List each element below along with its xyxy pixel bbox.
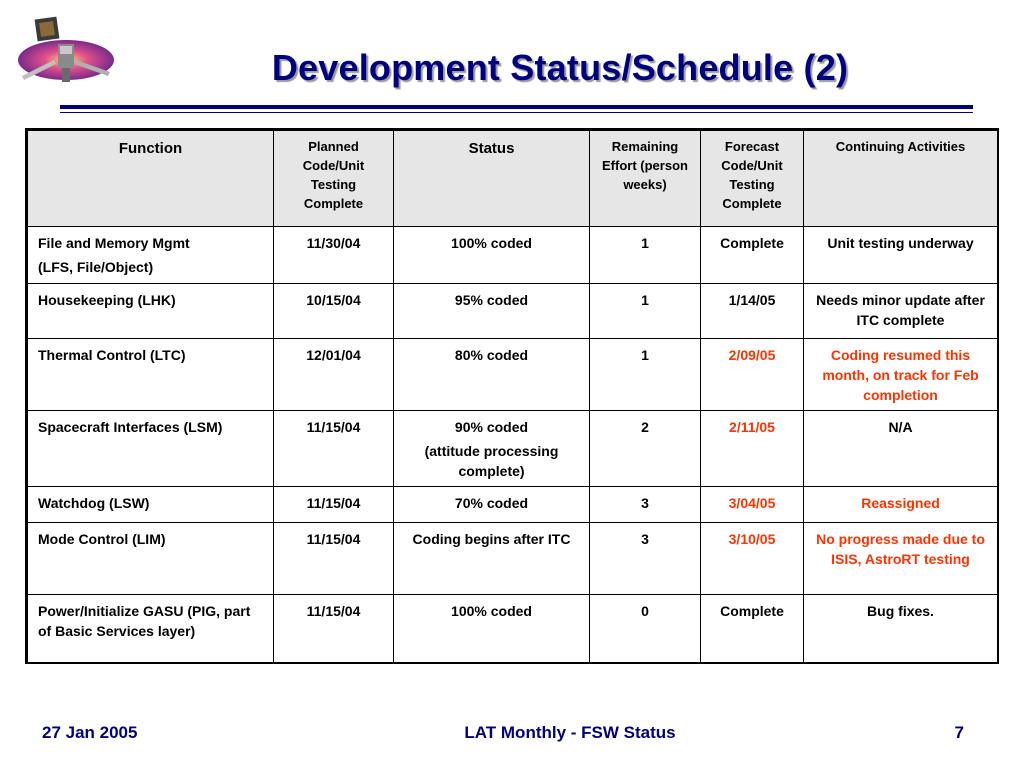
cell-continuing: Needs minor update after ITC complete	[804, 284, 998, 339]
cell-function: Power/Initialize GASU (PIG, part of Basic Services layer)	[28, 595, 274, 663]
cell-planned: 10/15/04	[274, 284, 394, 339]
cell-remaining: 1	[590, 227, 701, 284]
cell-planned: 11/15/04	[274, 595, 394, 663]
cell-forecast: 3/04/05	[701, 487, 804, 523]
cell-remaining: 0	[590, 595, 701, 663]
cell-remaining: 3	[590, 487, 701, 523]
header-status: Status	[394, 131, 590, 227]
cell-remaining: 1	[590, 339, 701, 411]
cell-continuing: No progress made due to ISIS, AstroRT testing	[804, 523, 998, 595]
table-row	[28, 411, 998, 487]
header-continuing: Continuing Activities	[804, 131, 998, 227]
title-rule-thick	[60, 105, 973, 109]
lat-satellite-logo-icon	[14, 14, 118, 88]
cell-planned: 11/15/04	[274, 523, 394, 595]
cell-function: Thermal Control (LTC)	[28, 339, 274, 411]
footer-date: 27 Jan 2005	[42, 723, 138, 742]
cell-continuing: Reassigned	[804, 487, 998, 523]
cell-forecast: 2/11/05	[701, 411, 804, 487]
schedule-table-frame	[25, 128, 999, 664]
cell-function	[28, 227, 274, 284]
cell-forecast: 2/09/05	[701, 339, 804, 411]
cell-remaining: 3	[590, 523, 701, 595]
table-header-row	[28, 131, 998, 227]
title-rule-thin	[60, 112, 973, 113]
cell-function-name: File and Memory Mgmt	[38, 235, 190, 251]
cell-function-sub: (LFS, File/Object)	[38, 259, 154, 275]
cell-status: 100% coded	[394, 227, 590, 284]
header-planned: Planned Code/Unit Testing Complete	[274, 131, 394, 227]
cell-forecast: Complete	[701, 227, 804, 284]
table-row	[28, 227, 998, 284]
cell-function: Spacecraft Interfaces (LSM)	[28, 411, 274, 487]
cell-continuing: Bug fixes.	[804, 595, 998, 663]
schedule-table	[27, 130, 998, 663]
table-row	[28, 339, 998, 411]
table-row	[28, 595, 998, 663]
cell-status: 100% coded	[394, 595, 590, 663]
table-row	[28, 284, 998, 339]
cell-status-main: 90% coded	[454, 419, 529, 435]
lat-logo	[14, 14, 118, 88]
table-row	[28, 523, 998, 595]
header-function: Function	[28, 131, 274, 227]
cell-continuing: Unit testing underway	[804, 227, 998, 284]
cell-continuing: N/A	[804, 411, 998, 487]
cell-status: 80% coded	[394, 339, 590, 411]
cell-remaining: 1	[590, 284, 701, 339]
slide-title: Development Status/Schedule (2)	[271, 47, 849, 88]
page-number: 7	[954, 723, 964, 742]
cell-remaining: 2	[590, 411, 701, 487]
cell-planned: 11/30/04	[274, 227, 394, 284]
cell-status-sub: (attitude processing complete)	[424, 443, 559, 479]
cell-planned: 12/01/04	[274, 339, 394, 411]
header-remaining: Remaining Effort (person weeks)	[590, 131, 701, 227]
cell-status: Coding begins after ITC	[394, 523, 590, 595]
table-row	[28, 487, 998, 523]
cell-function: Housekeeping (LHK)	[28, 284, 274, 339]
footer-title: LAT Monthly - FSW Status	[464, 723, 676, 742]
cell-forecast: Complete	[701, 595, 804, 663]
cell-function: Mode Control (LIM)	[28, 523, 274, 595]
cell-forecast: 3/10/05	[701, 523, 804, 595]
cell-status: 95% coded	[394, 284, 590, 339]
cell-planned: 11/15/04	[274, 487, 394, 523]
cell-forecast: 1/14/05	[701, 284, 804, 339]
cell-status	[394, 411, 590, 487]
header-forecast: Forecast Code/Unit Testing Complete	[701, 131, 804, 227]
cell-status: 70% coded	[394, 487, 590, 523]
cell-function: Watchdog (LSW)	[28, 487, 274, 523]
cell-continuing: Coding resumed this month, on track for Feb completion	[804, 339, 998, 411]
cell-planned: 11/15/04	[274, 411, 394, 487]
